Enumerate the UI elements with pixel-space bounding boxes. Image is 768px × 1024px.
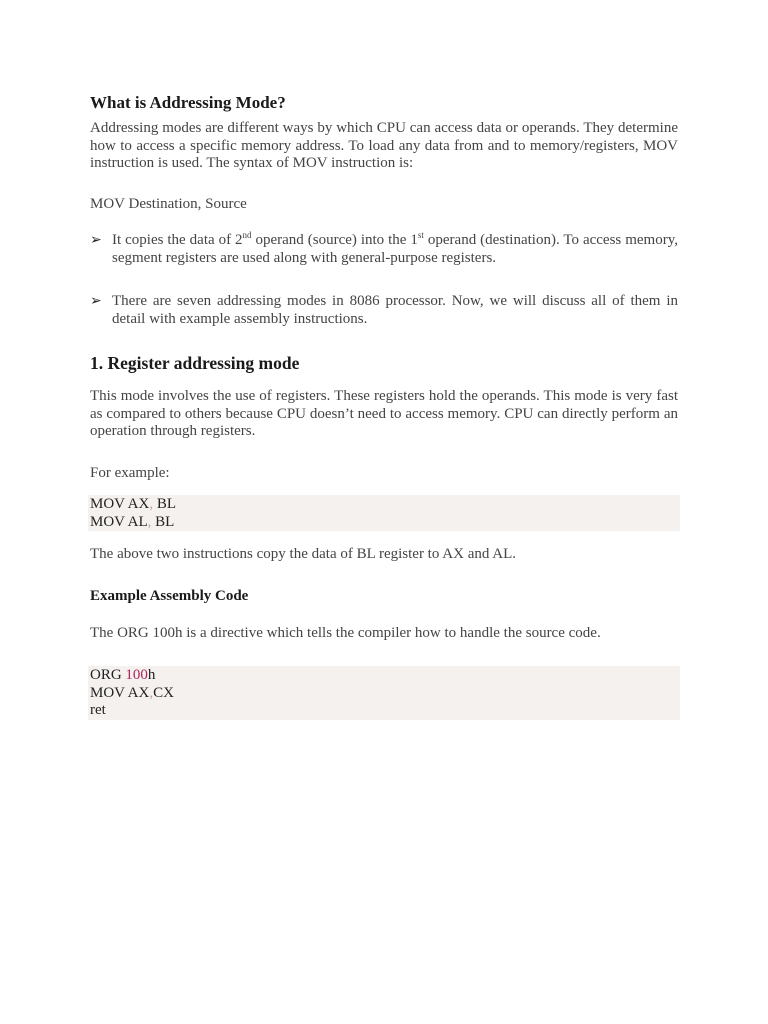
code-explanation: The above two instructions copy the data of BL register to AX and AL.: [90, 546, 517, 562]
code-line: [90, 514, 678, 532]
code-token: MOV AX: [90, 684, 150, 701]
bullet-text-part: operand (destination). To access memory, segment registers are used along with general-purpose registers.: [112, 232, 678, 266]
code-line: [90, 667, 678, 685]
code-separator: ,: [149, 496, 154, 512]
org-paragraph: The ORG 100h is a directive which tells the compiler how to handle the source code.: [90, 625, 601, 641]
code-token: CX: [153, 684, 174, 701]
code-number: 100: [125, 667, 148, 683]
bullet-item-seven-modes: [90, 293, 678, 328]
arrow-bullet-icon: ➢: [90, 232, 102, 248]
code-line: ret: [90, 702, 106, 718]
intro-paragraph: Addressing modes are different ways by which CPU can access data or operands. They determine how to access a specific memory address. To load any data from and to memory/registers, MOV instruction is used. The syntax of MOV instruction is:: [90, 120, 678, 171]
code-token: MOV AX: [90, 496, 150, 512]
code-block-register-example: [88, 495, 680, 531]
syntax-line: MOV Destination, Source: [90, 196, 247, 212]
bullet-text-part: operand (source) into the 1: [251, 232, 418, 248]
bullet-text-part: It copies the data of 2: [112, 232, 243, 248]
code-token: MOV AL: [90, 513, 148, 530]
code-line: [90, 496, 678, 514]
arrow-bullet-icon: ➢: [90, 293, 102, 309]
code-token: BL: [153, 496, 176, 512]
code-separator: ,: [147, 513, 152, 530]
heading-example-assembly-code: Example Assembly Code: [90, 588, 249, 604]
code-separator: ,: [149, 684, 154, 701]
code-keyword: ORG: [90, 667, 126, 683]
code-line: [90, 685, 678, 703]
superscript-st: st: [417, 230, 424, 240]
superscript-nd: nd: [242, 230, 252, 240]
bullet-item-operands: [90, 230, 678, 267]
for-example-label: For example:: [90, 465, 170, 481]
register-mode-paragraph: This mode involves the use of registers. These registers hold the operands. This mode is very fast as compared to others because CPU doesn’t need to access memory. CPU can directly perform an operation through registers.: [90, 388, 678, 439]
code-token: BL: [151, 513, 175, 530]
bullet-text: [112, 232, 678, 267]
heading-register-addressing-mode: 1. Register addressing mode: [90, 353, 300, 373]
bullet-text: There are seven addressing modes in 8086 processor. Now, we will discuss all of them in detail with example assembly instructions.: [112, 293, 678, 327]
heading-what-is-addressing-mode: What is Addressing Mode?: [90, 93, 286, 112]
code-token: h: [147, 667, 156, 683]
code-block-assembly-example: [88, 666, 680, 720]
